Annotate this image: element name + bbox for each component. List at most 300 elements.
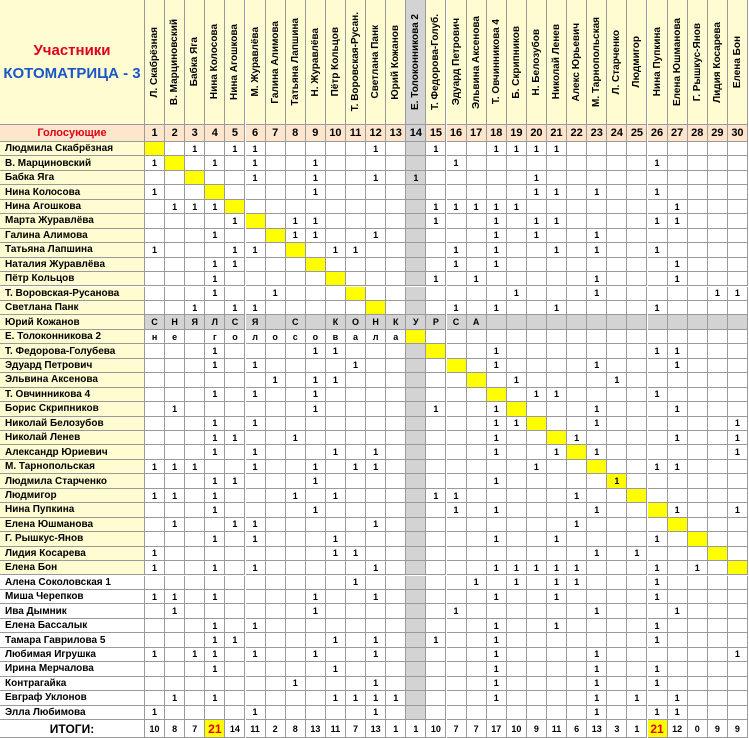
voter-name: М. Тарнопольская bbox=[0, 460, 145, 474]
vote-cell bbox=[467, 590, 487, 604]
vote-cell bbox=[326, 229, 346, 243]
vote-cell bbox=[607, 417, 627, 431]
vote-cell bbox=[648, 200, 668, 214]
vote-cell bbox=[225, 287, 245, 301]
vote-cell bbox=[165, 532, 185, 546]
vote-cell bbox=[426, 590, 446, 604]
vote-cell bbox=[145, 633, 165, 647]
participant-name: Светлана Панк bbox=[370, 25, 382, 99]
vote-cell bbox=[346, 445, 366, 459]
vote-cell bbox=[406, 417, 426, 431]
vote-cell bbox=[346, 677, 366, 691]
column-number: 6 bbox=[246, 125, 266, 142]
column-number: 15 bbox=[426, 125, 446, 142]
vote-cell bbox=[527, 243, 547, 257]
participant-name: Пётр Кольцов bbox=[329, 27, 341, 97]
vote-cell bbox=[205, 706, 225, 720]
vote-cell bbox=[487, 171, 507, 185]
vote-cell bbox=[447, 431, 467, 445]
withdrawn-cell: Л bbox=[205, 315, 225, 329]
vote-cell bbox=[567, 200, 587, 214]
voter-name: Лидия Косарева bbox=[0, 547, 145, 561]
vote-cell: 1 bbox=[447, 200, 467, 214]
vote-cell: 1 bbox=[547, 185, 567, 199]
vote-cell: 1 bbox=[366, 229, 386, 243]
vote-cell bbox=[406, 388, 426, 402]
vote-cell bbox=[607, 576, 627, 590]
vote-cell: 1 bbox=[145, 156, 165, 170]
vote-cell bbox=[688, 445, 708, 459]
vote-cell bbox=[225, 604, 245, 618]
withdrawn-cell bbox=[627, 315, 647, 329]
vote-cell bbox=[326, 287, 346, 301]
vote-cell bbox=[708, 243, 728, 257]
vote-cell: 1 bbox=[668, 272, 688, 286]
vote-cell bbox=[406, 344, 426, 358]
vote-cell bbox=[668, 590, 688, 604]
vote-cell bbox=[165, 445, 185, 459]
vote-cell bbox=[205, 142, 225, 156]
vote-cell bbox=[607, 445, 627, 459]
vote-cell: 1 bbox=[145, 243, 165, 257]
vote-cell bbox=[447, 359, 467, 373]
vote-cell bbox=[688, 691, 708, 705]
vote-cell bbox=[225, 619, 245, 633]
voter-name: Светлана Панк bbox=[0, 301, 145, 315]
withdrawn-cell bbox=[527, 315, 547, 329]
vote-cell bbox=[627, 648, 647, 662]
vote-cell: 1 bbox=[205, 229, 225, 243]
vote-cell bbox=[708, 532, 728, 546]
vote-cell bbox=[185, 156, 205, 170]
withdrawn-cell bbox=[668, 315, 688, 329]
withdrawn-cell: Н bbox=[165, 315, 185, 329]
withdrawn-cell bbox=[607, 315, 627, 329]
vote-cell bbox=[306, 417, 326, 431]
voter-name: Николай Белозубов bbox=[0, 417, 145, 431]
vote-cell bbox=[346, 561, 366, 575]
vote-cell: 1 bbox=[507, 142, 527, 156]
vote-cell bbox=[306, 662, 326, 676]
vote-cell bbox=[668, 229, 688, 243]
vote-cell: 1 bbox=[205, 258, 225, 272]
vote-cell bbox=[306, 547, 326, 561]
participant-header bbox=[266, 0, 286, 125]
vote-cell bbox=[266, 576, 286, 590]
vote-cell bbox=[326, 518, 346, 532]
vote-cell bbox=[708, 503, 728, 517]
voter-name: Елена Юшманова bbox=[0, 518, 145, 532]
voters-header: Голосующие bbox=[0, 125, 145, 142]
vote-cell: 1 bbox=[145, 489, 165, 503]
vote-cell bbox=[225, 648, 245, 662]
vote-cell bbox=[185, 518, 205, 532]
vote-cell: 1 bbox=[306, 156, 326, 170]
vote-cell bbox=[668, 156, 688, 170]
total-cell: 21 bbox=[648, 720, 668, 738]
vote-cell bbox=[668, 445, 688, 459]
vote-cell bbox=[467, 214, 487, 228]
vote-cell bbox=[266, 402, 286, 416]
vote-cell bbox=[728, 171, 748, 185]
vote-cell: 1 bbox=[487, 691, 507, 705]
vote-cell bbox=[185, 662, 205, 676]
vote-cell bbox=[426, 561, 446, 575]
vote-cell bbox=[246, 489, 266, 503]
vote-cell bbox=[366, 604, 386, 618]
total-cell: 10 bbox=[507, 720, 527, 738]
withdrawn-cell: К bbox=[386, 315, 406, 329]
vote-cell bbox=[648, 359, 668, 373]
vote-cell bbox=[627, 243, 647, 257]
vote-cell bbox=[266, 258, 286, 272]
vote-cell bbox=[145, 532, 165, 546]
vote-cell: 1 bbox=[648, 633, 668, 647]
vote-cell bbox=[607, 402, 627, 416]
vote-cell bbox=[627, 142, 647, 156]
vote-cell bbox=[728, 691, 748, 705]
voter-name: Ирина Мерчалова bbox=[0, 662, 145, 676]
vote-cell: 1 bbox=[487, 503, 507, 517]
vote-cell bbox=[185, 359, 205, 373]
not-voted-cell bbox=[185, 330, 205, 344]
vote-cell: 1 bbox=[527, 229, 547, 243]
vote-cell: 1 bbox=[426, 272, 446, 286]
vote-cell bbox=[326, 474, 346, 488]
vote-cell bbox=[225, 706, 245, 720]
vote-cell bbox=[708, 373, 728, 387]
vote-cell bbox=[386, 518, 406, 532]
vote-cell: 1 bbox=[205, 503, 225, 517]
vote-cell bbox=[507, 489, 527, 503]
vote-cell bbox=[366, 373, 386, 387]
vote-cell bbox=[386, 272, 406, 286]
vote-cell: 1 bbox=[366, 171, 386, 185]
vote-cell bbox=[346, 344, 366, 358]
vote-cell bbox=[346, 373, 366, 387]
vote-cell: 1 bbox=[246, 460, 266, 474]
total-cell: 13 bbox=[366, 720, 386, 738]
vote-cell bbox=[527, 648, 547, 662]
vote-cell bbox=[286, 604, 306, 618]
vote-cell: 1 bbox=[165, 518, 185, 532]
vote-cell bbox=[627, 171, 647, 185]
vote-cell bbox=[507, 691, 527, 705]
vote-cell bbox=[668, 547, 688, 561]
vote-cell: 1 bbox=[668, 200, 688, 214]
vote-cell bbox=[567, 677, 587, 691]
vote-cell bbox=[627, 272, 647, 286]
vote-cell bbox=[406, 691, 426, 705]
vote-cell: 1 bbox=[246, 171, 266, 185]
vote-cell bbox=[145, 431, 165, 445]
vote-cell bbox=[185, 417, 205, 431]
participant-header bbox=[648, 0, 668, 125]
vote-cell bbox=[507, 229, 527, 243]
vote-cell bbox=[386, 243, 406, 257]
participant-header bbox=[607, 0, 627, 125]
vote-cell: 1 bbox=[205, 359, 225, 373]
voter-name: Нина Пупкина bbox=[0, 503, 145, 517]
vote-cell bbox=[728, 200, 748, 214]
not-voted-cell: л bbox=[246, 330, 266, 344]
vote-cell bbox=[386, 445, 406, 459]
vote-cell bbox=[668, 142, 688, 156]
vote-cell bbox=[527, 576, 547, 590]
voter-name: Алена Соколовская 1 bbox=[0, 576, 145, 590]
vote-cell: 1 bbox=[205, 590, 225, 604]
vote-cell: 1 bbox=[266, 373, 286, 387]
vote-cell bbox=[225, 460, 245, 474]
vote-cell: 1 bbox=[165, 489, 185, 503]
vote-cell bbox=[406, 287, 426, 301]
vote-cell bbox=[386, 604, 406, 618]
vote-cell bbox=[286, 171, 306, 185]
vote-cell bbox=[185, 590, 205, 604]
vote-cell bbox=[406, 142, 426, 156]
vote-cell bbox=[366, 532, 386, 546]
vote-cell bbox=[467, 662, 487, 676]
participant-header bbox=[306, 0, 326, 125]
vote-cell bbox=[648, 373, 668, 387]
vote-cell bbox=[627, 706, 647, 720]
vote-cell bbox=[547, 229, 567, 243]
vote-cell bbox=[627, 474, 647, 488]
vote-cell bbox=[326, 648, 346, 662]
vote-cell bbox=[406, 503, 426, 517]
vote-cell bbox=[225, 532, 245, 546]
vote-cell: 1 bbox=[306, 590, 326, 604]
vote-cell bbox=[406, 156, 426, 170]
vote-cell bbox=[205, 576, 225, 590]
vote-cell: 1 bbox=[487, 662, 507, 676]
vote-cell bbox=[688, 474, 708, 488]
vote-cell bbox=[326, 561, 346, 575]
vote-cell: 1 bbox=[366, 677, 386, 691]
vote-cell bbox=[266, 142, 286, 156]
voter-name: Е. Толоконникова 2 bbox=[0, 330, 145, 344]
withdrawn-cell: С bbox=[447, 315, 467, 329]
participant-header bbox=[447, 0, 467, 125]
vote-cell bbox=[688, 359, 708, 373]
vote-cell bbox=[286, 142, 306, 156]
vote-cell bbox=[688, 344, 708, 358]
vote-cell bbox=[366, 474, 386, 488]
voter-name: Любимая Игрушка bbox=[0, 648, 145, 662]
participant-name: Нина Агошкова bbox=[229, 23, 241, 100]
vote-cell bbox=[688, 388, 708, 402]
vote-cell bbox=[286, 359, 306, 373]
vote-cell bbox=[607, 561, 627, 575]
vote-cell: 1 bbox=[487, 142, 507, 156]
vote-cell bbox=[426, 287, 446, 301]
vote-cell bbox=[627, 445, 647, 459]
vote-cell bbox=[286, 518, 306, 532]
vote-cell bbox=[607, 489, 627, 503]
vote-cell bbox=[165, 185, 185, 199]
vote-cell: 1 bbox=[587, 547, 607, 561]
vote-cell bbox=[266, 344, 286, 358]
vote-cell bbox=[607, 301, 627, 315]
vote-cell: 1 bbox=[286, 677, 306, 691]
vote-cell bbox=[527, 287, 547, 301]
participant-name: Н. Журавлёва bbox=[309, 27, 321, 97]
participant-name: Лидия Косарева bbox=[711, 21, 723, 103]
vote-cell bbox=[627, 200, 647, 214]
vote-cell bbox=[306, 200, 326, 214]
vote-cell bbox=[447, 402, 467, 416]
vote-cell bbox=[205, 460, 225, 474]
vote-cell: 1 bbox=[306, 402, 326, 416]
participants-title: Участники bbox=[33, 42, 111, 59]
vote-cell bbox=[527, 445, 547, 459]
vote-cell bbox=[185, 706, 205, 720]
vote-cell bbox=[507, 388, 527, 402]
vote-cell bbox=[326, 417, 346, 431]
withdrawn-cell: О bbox=[346, 315, 366, 329]
vote-cell bbox=[668, 532, 688, 546]
vote-cell bbox=[406, 258, 426, 272]
vote-cell bbox=[648, 547, 668, 561]
vote-cell: 1 bbox=[648, 677, 668, 691]
vote-cell bbox=[426, 706, 446, 720]
participant-header bbox=[507, 0, 527, 125]
vote-cell: 1 bbox=[587, 417, 607, 431]
participant-header bbox=[346, 0, 366, 125]
vote-cell bbox=[205, 171, 225, 185]
column-number: 1 bbox=[145, 125, 165, 142]
vote-cell bbox=[728, 185, 748, 199]
vote-cell bbox=[467, 258, 487, 272]
vote-cell: 1 bbox=[286, 229, 306, 243]
vote-cell bbox=[326, 460, 346, 474]
vote-cell bbox=[627, 662, 647, 676]
vote-cell bbox=[447, 185, 467, 199]
column-number: 3 bbox=[185, 125, 205, 142]
participant-header bbox=[527, 0, 547, 125]
not-voted-cell bbox=[648, 330, 668, 344]
vote-cell bbox=[708, 677, 728, 691]
vote-cell bbox=[306, 489, 326, 503]
vote-cell bbox=[326, 576, 346, 590]
vote-cell: 1 bbox=[306, 185, 326, 199]
vote-cell bbox=[406, 547, 426, 561]
vote-cell bbox=[386, 171, 406, 185]
vote-cell: 1 bbox=[246, 142, 266, 156]
vote-cell bbox=[346, 662, 366, 676]
vote-cell bbox=[185, 691, 205, 705]
vote-cell bbox=[145, 677, 165, 691]
participant-name: Л. Старченко bbox=[611, 29, 623, 95]
vote-cell: 1 bbox=[487, 619, 507, 633]
vote-cell bbox=[326, 258, 346, 272]
vote-cell bbox=[286, 272, 306, 286]
not-voted-cell: е bbox=[165, 330, 185, 344]
vote-cell bbox=[587, 518, 607, 532]
vote-cell: 1 bbox=[306, 648, 326, 662]
vote-cell bbox=[467, 229, 487, 243]
vote-cell bbox=[165, 677, 185, 691]
vote-cell bbox=[286, 662, 306, 676]
vote-cell bbox=[728, 604, 748, 618]
vote-cell bbox=[627, 431, 647, 445]
vote-cell bbox=[286, 503, 306, 517]
vote-cell bbox=[507, 590, 527, 604]
participant-name: Т. Федорова-Голуб. bbox=[430, 14, 442, 110]
vote-cell bbox=[567, 258, 587, 272]
vote-cell bbox=[165, 576, 185, 590]
vote-cell bbox=[266, 460, 286, 474]
vote-cell: 1 bbox=[527, 171, 547, 185]
vote-cell bbox=[547, 344, 567, 358]
vote-cell bbox=[547, 287, 567, 301]
vote-cell bbox=[185, 229, 205, 243]
total-cell: 7 bbox=[447, 720, 467, 738]
vote-cell bbox=[225, 691, 245, 705]
vote-cell bbox=[326, 156, 346, 170]
vote-cell: 1 bbox=[366, 706, 386, 720]
voter-name: Галина Алимова bbox=[0, 229, 145, 243]
vote-cell: 1 bbox=[286, 431, 306, 445]
vote-cell bbox=[627, 561, 647, 575]
vote-cell bbox=[728, 633, 748, 647]
vote-cell bbox=[266, 185, 286, 199]
vote-cell bbox=[346, 272, 366, 286]
vote-cell bbox=[607, 142, 627, 156]
vote-cell bbox=[708, 142, 728, 156]
vote-cell bbox=[607, 214, 627, 228]
vote-cell bbox=[406, 561, 426, 575]
vote-cell: 1 bbox=[366, 142, 386, 156]
vote-cell: 1 bbox=[205, 156, 225, 170]
vote-cell bbox=[627, 359, 647, 373]
vote-cell bbox=[165, 156, 185, 170]
vote-cell bbox=[246, 691, 266, 705]
vote-cell bbox=[668, 287, 688, 301]
vote-cell bbox=[306, 706, 326, 720]
vote-cell bbox=[225, 677, 245, 691]
column-number: 25 bbox=[627, 125, 647, 142]
voter-name: Елена Бон bbox=[0, 561, 145, 575]
vote-cell bbox=[366, 431, 386, 445]
vote-cell bbox=[346, 388, 366, 402]
vote-cell bbox=[688, 503, 708, 517]
column-number: 8 bbox=[286, 125, 306, 142]
vote-cell bbox=[728, 474, 748, 488]
vote-cell bbox=[728, 272, 748, 286]
vote-cell bbox=[346, 214, 366, 228]
not-voted-cell bbox=[426, 330, 446, 344]
vote-cell: 1 bbox=[346, 243, 366, 257]
vote-cell bbox=[527, 677, 547, 691]
vote-cell bbox=[185, 532, 205, 546]
vote-cell: 1 bbox=[547, 445, 567, 459]
vote-cell bbox=[426, 604, 446, 618]
vote-cell bbox=[165, 648, 185, 662]
vote-cell bbox=[688, 706, 708, 720]
vote-cell bbox=[607, 200, 627, 214]
vote-cell bbox=[406, 648, 426, 662]
vote-cell bbox=[346, 518, 366, 532]
vote-cell bbox=[648, 402, 668, 416]
vote-cell bbox=[467, 171, 487, 185]
participant-name: Бабка Яга bbox=[189, 37, 201, 87]
total-cell: 10 bbox=[145, 720, 165, 738]
vote-cell bbox=[467, 359, 487, 373]
vote-cell bbox=[366, 388, 386, 402]
vote-cell bbox=[708, 619, 728, 633]
vote-cell: 1 bbox=[205, 344, 225, 358]
